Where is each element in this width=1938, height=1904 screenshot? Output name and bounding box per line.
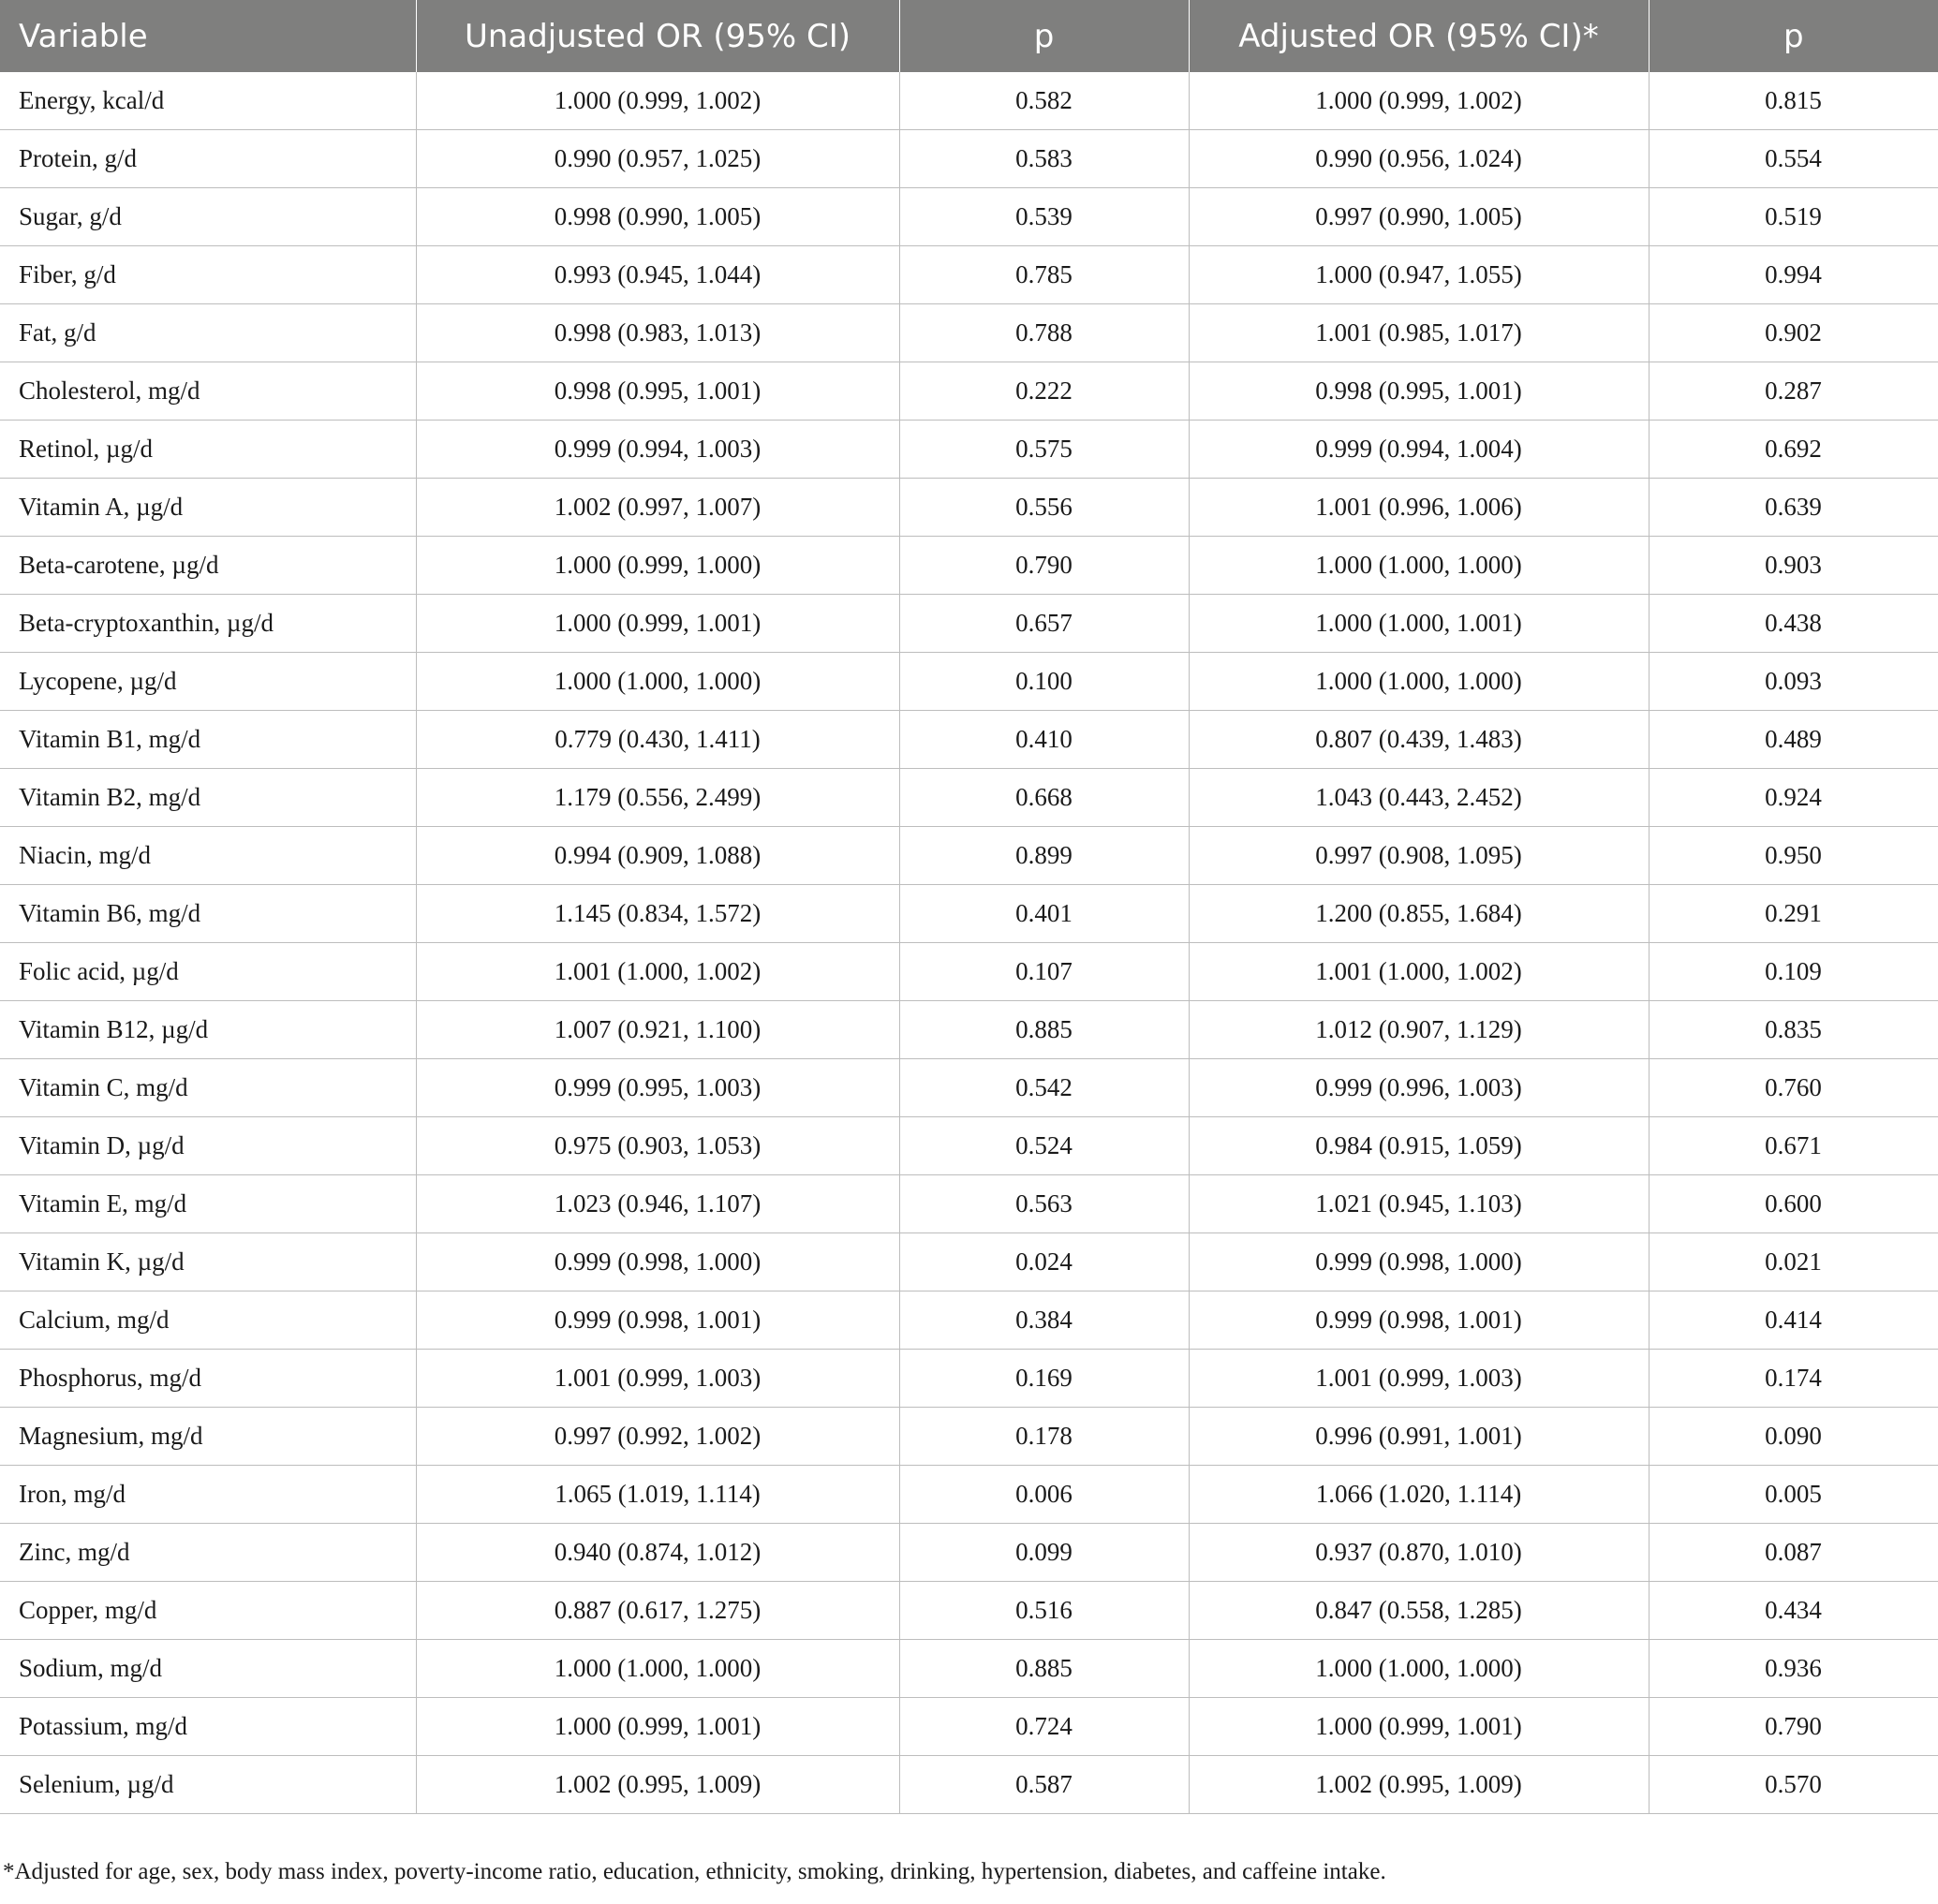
p-unadjusted-cell: 0.178 [899, 1408, 1189, 1466]
variable-cell: Vitamin E, mg/d [0, 1175, 416, 1233]
unadjusted-or-cell: 1.023 (0.946, 1.107) [416, 1175, 899, 1233]
variable-cell: Lycopene, µg/d [0, 653, 416, 711]
adjusted-or-cell: 0.997 (0.908, 1.095) [1189, 827, 1649, 885]
p-unadjusted-cell: 0.107 [899, 943, 1189, 1001]
table-row [0, 1350, 1938, 1408]
variable-cell: Beta-cryptoxanthin, µg/d [0, 595, 416, 653]
table-row [0, 1698, 1938, 1756]
p-adjusted-cell: 0.835 [1649, 1001, 1938, 1059]
p-adjusted-cell: 0.994 [1649, 246, 1938, 304]
table-row [0, 304, 1938, 362]
variable-cell: Cholesterol, mg/d [0, 362, 416, 421]
p-adjusted-cell: 0.087 [1649, 1524, 1938, 1582]
unadjusted-or-cell: 1.007 (0.921, 1.100) [416, 1001, 899, 1059]
header-p-adjusted: p [1649, 0, 1938, 72]
adjusted-or-cell: 1.021 (0.945, 1.103) [1189, 1175, 1649, 1233]
adjusted-or-cell: 0.999 (0.998, 1.000) [1189, 1233, 1649, 1291]
adjusted-or-cell: 0.847 (0.558, 1.285) [1189, 1582, 1649, 1640]
table-row [0, 1756, 1938, 1814]
adjusted-or-cell: 1.002 (0.995, 1.009) [1189, 1756, 1649, 1814]
variable-cell: Vitamin B1, mg/d [0, 711, 416, 769]
p-unadjusted-cell: 0.575 [899, 421, 1189, 479]
unadjusted-or-cell: 1.000 (0.999, 1.001) [416, 1698, 899, 1756]
adjusted-or-cell: 1.001 (0.999, 1.003) [1189, 1350, 1649, 1408]
p-adjusted-cell: 0.093 [1649, 653, 1938, 711]
unadjusted-or-cell: 0.779 (0.430, 1.411) [416, 711, 899, 769]
variable-cell: Vitamin A, µg/d [0, 479, 416, 537]
unadjusted-or-cell: 0.994 (0.909, 1.088) [416, 827, 899, 885]
p-adjusted-cell: 0.903 [1649, 537, 1938, 595]
table-row [0, 362, 1938, 421]
p-adjusted-cell: 0.570 [1649, 1756, 1938, 1814]
p-adjusted-cell: 0.109 [1649, 943, 1938, 1001]
unadjusted-or-cell: 1.000 (1.000, 1.000) [416, 653, 899, 711]
unadjusted-or-cell: 1.065 (1.019, 1.114) [416, 1466, 899, 1524]
unadjusted-or-cell: 0.975 (0.903, 1.053) [416, 1117, 899, 1175]
table-row [0, 537, 1938, 595]
p-unadjusted-cell: 0.401 [899, 885, 1189, 943]
unadjusted-or-cell: 1.002 (0.995, 1.009) [416, 1756, 899, 1814]
adjusted-or-cell: 1.001 (0.985, 1.017) [1189, 304, 1649, 362]
p-adjusted-cell: 0.902 [1649, 304, 1938, 362]
adjusted-or-cell: 0.996 (0.991, 1.001) [1189, 1408, 1649, 1466]
adjusted-or-cell: 0.984 (0.915, 1.059) [1189, 1117, 1649, 1175]
adjusted-or-cell: 1.000 (0.999, 1.002) [1189, 72, 1649, 130]
table-row [0, 711, 1938, 769]
p-unadjusted-cell: 0.006 [899, 1466, 1189, 1524]
p-unadjusted-cell: 0.524 [899, 1117, 1189, 1175]
variable-cell: Fat, g/d [0, 304, 416, 362]
unadjusted-or-cell: 0.993 (0.945, 1.044) [416, 246, 899, 304]
unadjusted-or-cell: 0.998 (0.990, 1.005) [416, 188, 899, 246]
table-row [0, 1291, 1938, 1350]
table-row [0, 1640, 1938, 1698]
table-row [0, 1001, 1938, 1059]
p-unadjusted-cell: 0.587 [899, 1756, 1189, 1814]
unadjusted-or-cell: 1.000 (0.999, 1.002) [416, 72, 899, 130]
p-adjusted-cell: 0.291 [1649, 885, 1938, 943]
unadjusted-or-cell: 1.179 (0.556, 2.499) [416, 769, 899, 827]
unadjusted-or-cell: 1.000 (0.999, 1.001) [416, 595, 899, 653]
header-variable: Variable [0, 0, 416, 72]
adjusted-or-cell: 1.000 (0.947, 1.055) [1189, 246, 1649, 304]
p-adjusted-cell: 0.936 [1649, 1640, 1938, 1698]
p-unadjusted-cell: 0.790 [899, 537, 1189, 595]
unadjusted-or-cell: 0.887 (0.617, 1.275) [416, 1582, 899, 1640]
variable-cell: Calcium, mg/d [0, 1291, 416, 1350]
variable-cell: Phosphorus, mg/d [0, 1350, 416, 1408]
unadjusted-or-cell: 0.999 (0.998, 1.000) [416, 1233, 899, 1291]
adjusted-or-cell: 0.997 (0.990, 1.005) [1189, 188, 1649, 246]
p-adjusted-cell: 0.950 [1649, 827, 1938, 885]
p-unadjusted-cell: 0.885 [899, 1001, 1189, 1059]
p-unadjusted-cell: 0.582 [899, 72, 1189, 130]
adjusted-or-cell: 1.043 (0.443, 2.452) [1189, 769, 1649, 827]
p-unadjusted-cell: 0.556 [899, 479, 1189, 537]
p-adjusted-cell: 0.021 [1649, 1233, 1938, 1291]
variable-cell: Copper, mg/d [0, 1582, 416, 1640]
p-adjusted-cell: 0.815 [1649, 72, 1938, 130]
variable-cell: Vitamin B2, mg/d [0, 769, 416, 827]
table-row [0, 130, 1938, 188]
variable-cell: Vitamin D, µg/d [0, 1117, 416, 1175]
p-adjusted-cell: 0.671 [1649, 1117, 1938, 1175]
p-unadjusted-cell: 0.885 [899, 1640, 1189, 1698]
unadjusted-or-cell: 0.999 (0.995, 1.003) [416, 1059, 899, 1117]
adjusted-or-cell: 1.000 (0.999, 1.001) [1189, 1698, 1649, 1756]
unadjusted-or-cell: 1.145 (0.834, 1.572) [416, 885, 899, 943]
p-adjusted-cell: 0.414 [1649, 1291, 1938, 1350]
p-unadjusted-cell: 0.788 [899, 304, 1189, 362]
variable-cell: Retinol, µg/d [0, 421, 416, 479]
variable-cell: Vitamin C, mg/d [0, 1059, 416, 1117]
variable-cell: Protein, g/d [0, 130, 416, 188]
p-unadjusted-cell: 0.563 [899, 1175, 1189, 1233]
p-adjusted-cell: 0.489 [1649, 711, 1938, 769]
table-row [0, 421, 1938, 479]
adjusted-or-cell: 1.012 (0.907, 1.129) [1189, 1001, 1649, 1059]
p-unadjusted-cell: 0.657 [899, 595, 1189, 653]
adjusted-or-cell: 0.937 (0.870, 1.010) [1189, 1524, 1649, 1582]
adjusted-or-cell: 1.001 (1.000, 1.002) [1189, 943, 1649, 1001]
table-row [0, 653, 1938, 711]
p-unadjusted-cell: 0.785 [899, 246, 1189, 304]
p-adjusted-cell: 0.434 [1649, 1582, 1938, 1640]
variable-cell: Energy, kcal/d [0, 72, 416, 130]
adjusted-or-cell: 1.000 (1.000, 1.000) [1189, 537, 1649, 595]
p-unadjusted-cell: 0.169 [899, 1350, 1189, 1408]
table-row [0, 943, 1938, 1001]
p-adjusted-cell: 0.005 [1649, 1466, 1938, 1524]
table-row [0, 595, 1938, 653]
table-row [0, 188, 1938, 246]
p-unadjusted-cell: 0.668 [899, 769, 1189, 827]
variable-cell: Iron, mg/d [0, 1466, 416, 1524]
variable-cell: Vitamin K, µg/d [0, 1233, 416, 1291]
p-adjusted-cell: 0.554 [1649, 130, 1938, 188]
table-header-row [0, 0, 1938, 72]
p-unadjusted-cell: 0.100 [899, 653, 1189, 711]
table-row [0, 72, 1938, 130]
p-unadjusted-cell: 0.024 [899, 1233, 1189, 1291]
p-unadjusted-cell: 0.099 [899, 1524, 1189, 1582]
unadjusted-or-cell: 0.999 (0.994, 1.003) [416, 421, 899, 479]
p-unadjusted-cell: 0.222 [899, 362, 1189, 421]
header-p-unadjusted: p [899, 0, 1189, 72]
adjusted-or-cell: 1.000 (1.000, 1.000) [1189, 1640, 1649, 1698]
adjusted-or-cell: 0.998 (0.995, 1.001) [1189, 362, 1649, 421]
unadjusted-or-cell: 0.990 (0.957, 1.025) [416, 130, 899, 188]
p-unadjusted-cell: 0.542 [899, 1059, 1189, 1117]
unadjusted-or-cell: 1.002 (0.997, 1.007) [416, 479, 899, 537]
p-unadjusted-cell: 0.516 [899, 1582, 1189, 1640]
table-row [0, 1466, 1938, 1524]
unadjusted-or-cell: 1.001 (1.000, 1.002) [416, 943, 899, 1001]
variable-cell: Potassium, mg/d [0, 1698, 416, 1756]
unadjusted-or-cell: 1.000 (0.999, 1.000) [416, 537, 899, 595]
p-unadjusted-cell: 0.539 [899, 188, 1189, 246]
table-row [0, 246, 1938, 304]
variable-cell: Beta-carotene, µg/d [0, 537, 416, 595]
variable-cell: Vitamin B12, µg/d [0, 1001, 416, 1059]
p-adjusted-cell: 0.760 [1649, 1059, 1938, 1117]
adjusted-or-cell: 1.000 (1.000, 1.001) [1189, 595, 1649, 653]
variable-cell: Niacin, mg/d [0, 827, 416, 885]
p-adjusted-cell: 0.090 [1649, 1408, 1938, 1466]
unadjusted-or-cell: 0.998 (0.983, 1.013) [416, 304, 899, 362]
adjusted-or-cell: 0.999 (0.994, 1.004) [1189, 421, 1649, 479]
header-unadjusted-or: Unadjusted OR (95% CI) [416, 0, 899, 72]
header-adjusted-or: Adjusted OR (95% CI)* [1189, 0, 1649, 72]
unadjusted-or-cell: 0.940 (0.874, 1.012) [416, 1524, 899, 1582]
variable-cell: Magnesium, mg/d [0, 1408, 416, 1466]
p-adjusted-cell: 0.600 [1649, 1175, 1938, 1233]
adjusted-or-cell: 0.990 (0.956, 1.024) [1189, 130, 1649, 188]
table-row [0, 1117, 1938, 1175]
p-unadjusted-cell: 0.384 [899, 1291, 1189, 1350]
adjusted-or-cell: 1.000 (1.000, 1.000) [1189, 653, 1649, 711]
p-unadjusted-cell: 0.724 [899, 1698, 1189, 1756]
p-unadjusted-cell: 0.899 [899, 827, 1189, 885]
adjusted-or-cell: 0.999 (0.998, 1.001) [1189, 1291, 1649, 1350]
p-adjusted-cell: 0.639 [1649, 479, 1938, 537]
p-adjusted-cell: 0.174 [1649, 1350, 1938, 1408]
table-row [0, 479, 1938, 537]
variable-cell: Sugar, g/d [0, 188, 416, 246]
table-body [0, 72, 1938, 1814]
adjusted-or-cell: 1.001 (0.996, 1.006) [1189, 479, 1649, 537]
unadjusted-or-cell: 1.000 (1.000, 1.000) [416, 1640, 899, 1698]
p-adjusted-cell: 0.924 [1649, 769, 1938, 827]
p-unadjusted-cell: 0.410 [899, 711, 1189, 769]
variable-cell: Selenium, µg/d [0, 1756, 416, 1814]
adjusted-or-cell: 0.999 (0.996, 1.003) [1189, 1059, 1649, 1117]
table-footnote: *Adjusted for age, sex, body mass index, poverty-income ratio, education, ethnicity, smoking, drinking, hypertension, diabetes, and caffeine intake. [3, 1859, 1386, 1884]
variable-cell: Sodium, mg/d [0, 1640, 416, 1698]
table-row [0, 885, 1938, 943]
variable-cell: Vitamin B6, mg/d [0, 885, 416, 943]
table-row [0, 1408, 1938, 1466]
p-adjusted-cell: 0.692 [1649, 421, 1938, 479]
adjusted-or-cell: 1.200 (0.855, 1.684) [1189, 885, 1649, 943]
variable-cell: Zinc, mg/d [0, 1524, 416, 1582]
variable-cell: Fiber, g/d [0, 246, 416, 304]
table-row [0, 769, 1938, 827]
table-row [0, 1582, 1938, 1640]
unadjusted-or-cell: 1.001 (0.999, 1.003) [416, 1350, 899, 1408]
table-row [0, 1175, 1938, 1233]
adjusted-or-cell: 0.807 (0.439, 1.483) [1189, 711, 1649, 769]
unadjusted-or-cell: 0.997 (0.992, 1.002) [416, 1408, 899, 1466]
variable-cell: Folic acid, µg/d [0, 943, 416, 1001]
p-adjusted-cell: 0.438 [1649, 595, 1938, 653]
p-adjusted-cell: 0.287 [1649, 362, 1938, 421]
table-row [0, 827, 1938, 885]
table-row [0, 1524, 1938, 1582]
table-row [0, 1059, 1938, 1117]
unadjusted-or-cell: 0.999 (0.998, 1.001) [416, 1291, 899, 1350]
table-row [0, 1233, 1938, 1291]
adjusted-or-cell: 1.066 (1.020, 1.114) [1189, 1466, 1649, 1524]
p-adjusted-cell: 0.790 [1649, 1698, 1938, 1756]
p-adjusted-cell: 0.519 [1649, 188, 1938, 246]
unadjusted-or-cell: 0.998 (0.995, 1.001) [416, 362, 899, 421]
p-unadjusted-cell: 0.583 [899, 130, 1189, 188]
